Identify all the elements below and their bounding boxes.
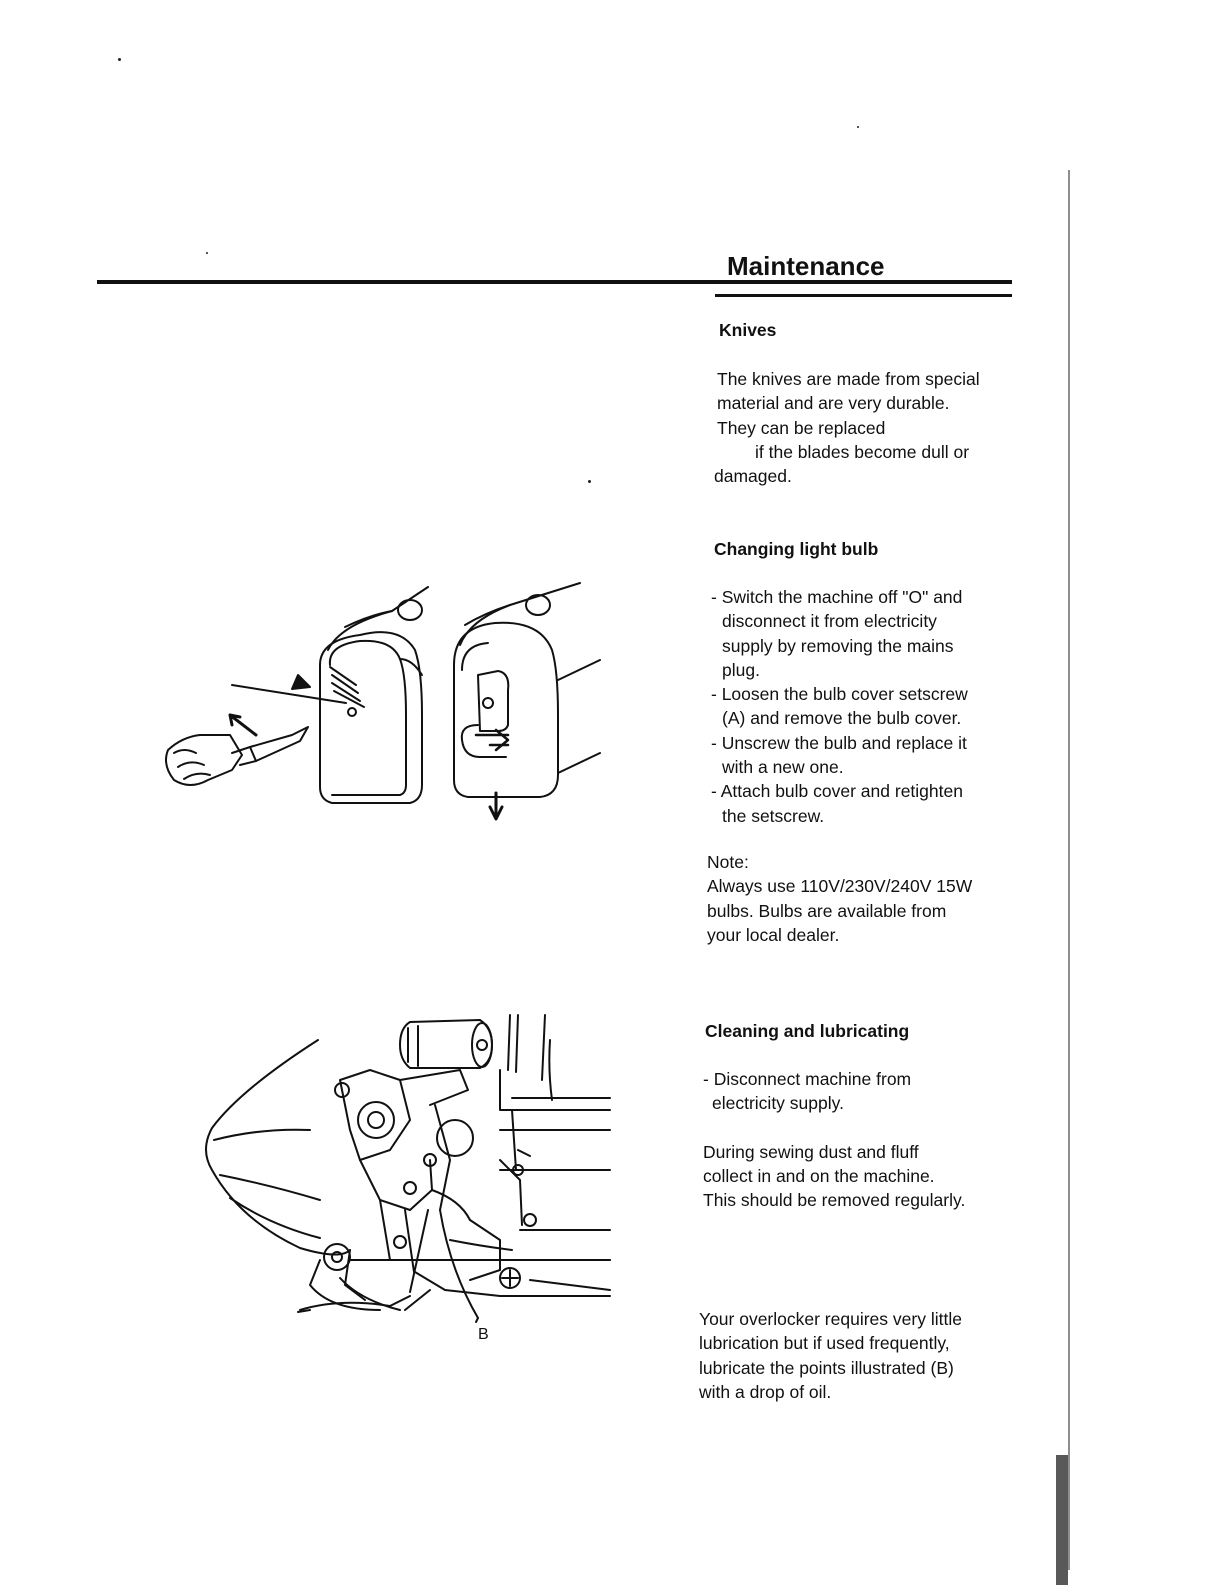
cleaning-text	[703, 1067, 965, 1212]
text-line: lubrication but if used frequently,	[699, 1333, 950, 1354]
machine-end-with-cover	[320, 587, 428, 803]
pointer-arrow-icon	[292, 675, 310, 689]
text-line: lubricate the points illustrated (B)	[699, 1357, 954, 1378]
bulb-steps	[711, 585, 968, 828]
note-text	[707, 850, 972, 947]
text-line: - Disconnect machine from	[703, 1069, 912, 1089]
knives-text	[714, 367, 980, 488]
text-line: - Attach bulb cover and retighten	[711, 781, 963, 802]
looper-mechanism	[324, 1070, 610, 1300]
text-line: The knives are made from special	[717, 369, 980, 389]
text-line: material and are very durable.	[717, 393, 950, 414]
note-label: Note:	[707, 852, 749, 872]
text-line: with a new one.	[722, 757, 844, 778]
text-line: if the blades become dull or	[755, 441, 970, 462]
scan-speck	[206, 252, 208, 254]
lubrication-text	[699, 1307, 962, 1404]
bulb-heading: Changing light bulb	[714, 539, 879, 559]
text-line: Always use 110V/230V/240V 15W	[707, 876, 973, 897]
lubrication-illustration	[200, 1010, 615, 1330]
lubrication-point-label: B	[478, 1326, 489, 1343]
page-title: Maintenance	[727, 251, 885, 281]
pointer-line	[410, 1210, 478, 1318]
text-line: your local dealer.	[707, 924, 840, 945]
pointer-line	[476, 1318, 478, 1322]
cleaning-heading: Cleaning and lubricating	[705, 1021, 910, 1041]
text-line: the setscrew.	[722, 805, 825, 826]
header-subrule	[715, 294, 1012, 297]
text-line: - Switch the machine off "O" and	[711, 587, 963, 607]
text-line: They can be replaced	[717, 417, 886, 438]
text-line: bulbs. Bulbs are available from	[707, 900, 947, 921]
machine-end-bulb-exposed	[454, 583, 600, 819]
text-line: disconnect it from electricity	[722, 611, 937, 632]
scan-speck	[118, 58, 121, 61]
scan-edge-line	[1068, 170, 1070, 1570]
scan-speck	[588, 480, 591, 483]
text-line: This should be removed regularly.	[703, 1190, 966, 1211]
text-line: damaged.	[714, 466, 792, 487]
text-line: with a drop of oil.	[699, 1381, 832, 1402]
text-line: - Loosen the bulb cover setscrew	[711, 684, 968, 705]
text-line: electricity supply.	[712, 1093, 844, 1114]
text-line: (A) and remove the bulb cover.	[722, 708, 962, 729]
knives-heading: Knives	[719, 320, 777, 340]
text-line: During sewing dust and fluff	[703, 1141, 919, 1162]
text-line: - Unscrew the bulb and replace it	[711, 732, 967, 753]
text-line: supply by removing the mains	[722, 635, 954, 656]
text-line: plug.	[722, 659, 760, 680]
bulb-cover-illustration	[160, 575, 610, 830]
pointer-line	[232, 685, 346, 703]
text-line: Your overlocker requires very little	[699, 1309, 962, 1329]
screwdriver-icon	[166, 715, 308, 785]
scan-edge-mark	[1056, 1455, 1068, 1585]
text-line: collect in and on the machine.	[703, 1165, 935, 1186]
scan-speck	[857, 126, 859, 128]
